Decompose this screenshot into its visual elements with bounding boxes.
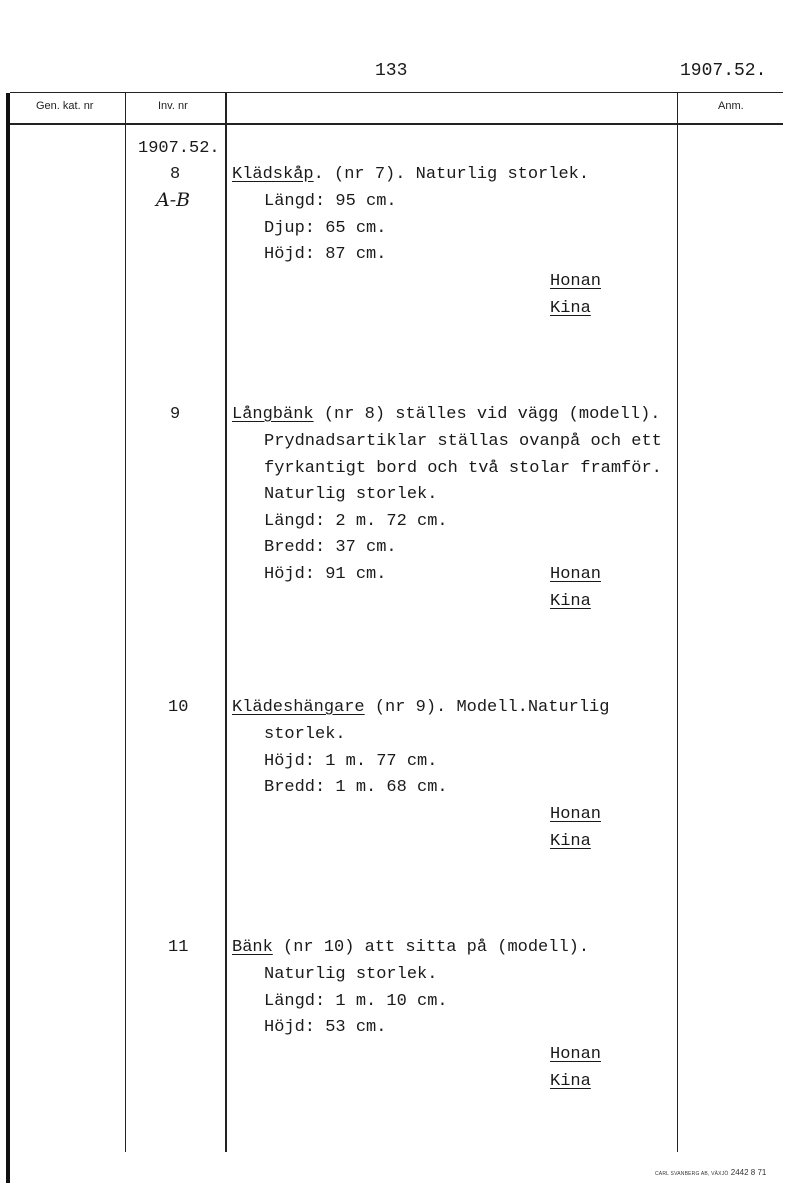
detail-line: Längd: 1 m. 10 cm.	[264, 991, 448, 1011]
origin-country: Kina	[550, 591, 591, 611]
page-number: 133	[375, 61, 408, 81]
origin-province: Honan	[550, 805, 602, 824]
entry-långbänk-origin	[550, 562, 601, 615]
origin-country: Kina	[550, 1071, 591, 1091]
origin-province: Honan	[550, 1045, 602, 1064]
entry-bänk-origin	[550, 1042, 601, 1095]
entry-klädeshängare-origin	[550, 802, 601, 855]
detail-line: Bredd: 1 m. 68 cm.	[264, 778, 448, 798]
origin-province: Honan	[550, 565, 602, 584]
inv-group-number: 1907.52.	[138, 139, 220, 158]
entry-långbänk	[232, 402, 660, 429]
column-header-anm: Anm.	[718, 100, 744, 112]
origin-country: Kina	[550, 831, 591, 851]
entry-bänk	[232, 935, 589, 962]
inv-entry-11: 11	[168, 938, 189, 957]
column-divider-desc-anm	[677, 92, 678, 1152]
left-margin-bar	[6, 93, 10, 1183]
inv-entry-10: 10	[168, 698, 189, 717]
entry-klädskåp	[232, 162, 589, 189]
column-header-inv-nr: Inv. nr	[158, 100, 188, 112]
column-divider-gen-inv	[125, 92, 126, 1152]
entry-klädeshängare	[232, 695, 609, 722]
entry-klädeshängare-details	[264, 722, 448, 802]
detail-line: Höjd: 91 cm.	[264, 564, 387, 584]
detail-line: Längd: 2 m. 72 cm.	[264, 511, 448, 531]
entry-title-rest: (nr 10) att sitta på (modell).	[272, 938, 590, 957]
entry-title: Klädeshängare	[232, 698, 365, 717]
form-code: 2442 8 71	[730, 1168, 767, 1177]
entry-bänk-details	[264, 962, 448, 1042]
origin-province: Honan	[550, 272, 602, 291]
inv-entry-8: 8	[170, 165, 181, 184]
detail-line: Naturlig storlek.	[264, 485, 438, 505]
entry-title: Långbänk	[232, 405, 314, 424]
detail-line: Naturlig storlek.	[264, 965, 438, 984]
detail-line: Höjd: 1 m. 77 cm.	[264, 751, 438, 771]
detail-line: Prydnadsartiklar ställas ovanpå och ett	[264, 432, 662, 451]
accession-number-header: 1907.52.	[680, 61, 767, 81]
entry-title: Bänk	[232, 938, 273, 957]
inv-handwritten-note: A-B	[156, 189, 191, 211]
entry-klädskåp-details	[264, 189, 397, 269]
column-header-gen-kat-nr: Gen. kat. nr	[36, 100, 94, 112]
entry-title-rest: (nr 9). Modell.Naturlig	[364, 698, 610, 717]
entry-långbänk-details	[264, 429, 662, 589]
entry-title-rest: (nr 8) ställes vid vägg (modell).	[313, 405, 661, 424]
detail-line: Höjd: 87 cm.	[264, 245, 387, 265]
detail-line: Djup: 65 cm.	[264, 218, 387, 238]
column-divider-inv-desc	[225, 92, 227, 1152]
entry-klädskåp-origin	[550, 269, 601, 322]
inv-entry-9: 9	[170, 405, 181, 424]
detail-line: Höjd: 53 cm.	[264, 1018, 387, 1038]
detail-line: fyrkantigt bord och två stolar framför.	[264, 458, 662, 478]
detail-line: Bredd: 37 cm.	[264, 538, 397, 558]
detail-line: Längd: 95 cm.	[264, 192, 397, 211]
printer-name: CARL SVANBERG AB, VÄXJÖ	[655, 1171, 729, 1177]
origin-country: Kina	[550, 298, 591, 318]
entry-title-rest: . (nr 7). Naturlig storlek.	[313, 165, 590, 184]
entry-title: Klädskåp	[232, 165, 314, 184]
detail-line: storlek.	[264, 725, 346, 744]
printer-mark	[655, 1168, 766, 1177]
